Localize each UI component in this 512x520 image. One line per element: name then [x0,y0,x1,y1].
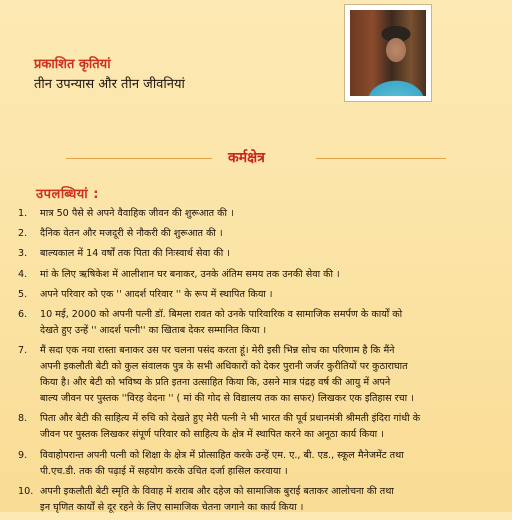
list-item-text [40,287,504,303]
list-item-line: इन घृणित कार्यों से दूर रहने के लिए सामाजिक चेतना जगाने का कार्य किया । [40,501,304,513]
section-divider-right [316,158,446,159]
list-item-text [40,448,504,480]
list-item [14,343,504,407]
list-item-line: दैनिक वेतन और मजदूरी से नौकरी की शुरूआत की । [40,228,223,240]
list-item-line: देखते हुए उन्हें '' आदर्श पत्नी'' का खिताब देकर सम्मानित किया । [40,324,267,336]
list-item-text [40,206,504,222]
section-title: कर्मक्षेत्र [228,150,265,166]
list-item-line: अपनी इकलौती बेटी को कुल संवालक पुत्र के सभी अधिकारों को देकर पुरानी जर्जर कुरीतियों पर कुठाराघात [40,361,408,373]
list-item-line: मां के लिए ऋषिकेश में आलीशान घर बनाकर, उनके अंतिम समय तक उनकी सेवा की । [40,268,340,280]
author-portrait-image [350,10,426,96]
list-item-line: 10 मई, 2000 को अपनी पत्नी डॉ. बिमला रावत को उनके पारिवारिक व सामाजिक समर्पण के कार्यों को [40,308,403,320]
achievements-heading: उपलब्धियां : [36,187,99,202]
list-item-number: 10. [18,485,34,497]
list-item-line: अपनी इकलौती बेटी स्मृति के विवाह में शराब और दहेज को सामाजिक बुराई बताकर आलोचना की तथा [40,485,394,497]
list-item-line: अपने परिवार को एक '' आदर्श परिवार '' के रूप में स्थापित किया । [40,288,273,300]
list-item-number: 2. [18,228,28,240]
list-item-number: 3. [18,248,28,260]
list-item-number: 6. [18,308,28,320]
list-item-number: 7. [18,345,28,357]
list-item-number: 4. [18,268,28,280]
list-item-line: पिता और बेटी की साहित्य में रुचि को देखते हुए मेरी पत्नी ने भी भारत की पूर्व प्रधानमंत्री श्रीमती इंदिरा गांधी के [40,413,421,425]
list-item-line: मात्र 50 पैसे से अपने वैवाहिक जीवन की शुरूआत की । [40,208,234,219]
list-item-text [40,267,504,283]
list-item-number: 9. [18,449,28,461]
list-item-text [40,343,504,407]
list-item [14,287,504,303]
achievements-list [14,206,504,520]
list-item-text [40,246,504,262]
section-divider-left [66,158,212,159]
list-item-line: मैं सदा एक नया रास्ता बनाकर उस पर चलना पसंद करता हूं। मेरी इसी भिन्न सोच का परिणाम है कि मैंने [40,345,395,357]
list-item-number: 5. [18,288,28,300]
list-item-text [40,411,504,443]
list-item-line: किया है। और बेटी को भविष्य के प्रति इतना उत्साहित किया कि, उसने मात्र पंद्रह वर्ष की आयु में अपने [40,377,391,389]
list-item-line: विवाहोपरान्त अपनी पत्नी को शिक्षा के क्षेत्र में प्रोत्साहित करके उन्हें एम. ए., बी. एड., स्कूल मैनेजमेंट तथा [40,449,404,461]
list-item-text [40,307,504,339]
list-item-line: जीवन पर पुस्तक लिखकर संपूर्ण परिवार को साहित्य के क्षेत्र में स्थापित करने का अनूठा कार्य किया । [40,429,384,441]
list-item [14,448,504,480]
publications-heading: प्रकाशित कृतियां [34,57,111,72]
list-item [14,267,504,283]
list-item-number: 1. [18,208,28,219]
list-item [14,246,504,262]
list-item-text [40,226,504,242]
portrait-photo [344,4,432,102]
list-item [14,411,504,443]
list-item [14,484,504,516]
list-item [14,206,504,222]
list-item-number: 8. [18,413,28,425]
list-item-text [40,484,504,516]
list-item-line: बाल्य जीवन पर पुस्तक ''विरह वेदना '' ( मां की गोद से विद्यालय तक का सफर) लिखकर एक इतिहास रचा । [40,393,414,405]
list-item-line: पी.एच.डी. तक की पढ़ाई में सहयोग करके उचित दर्जा हासिल करवाया । [40,465,288,477]
list-item [14,226,504,242]
list-item [14,307,504,339]
publications-text: तीन उपन्यास और तीन जीवनियां [34,77,185,92]
list-item-line: बाल्यकाल में 14 वर्षों तक पिता की निःस्वार्थ सेवा की । [40,248,230,260]
